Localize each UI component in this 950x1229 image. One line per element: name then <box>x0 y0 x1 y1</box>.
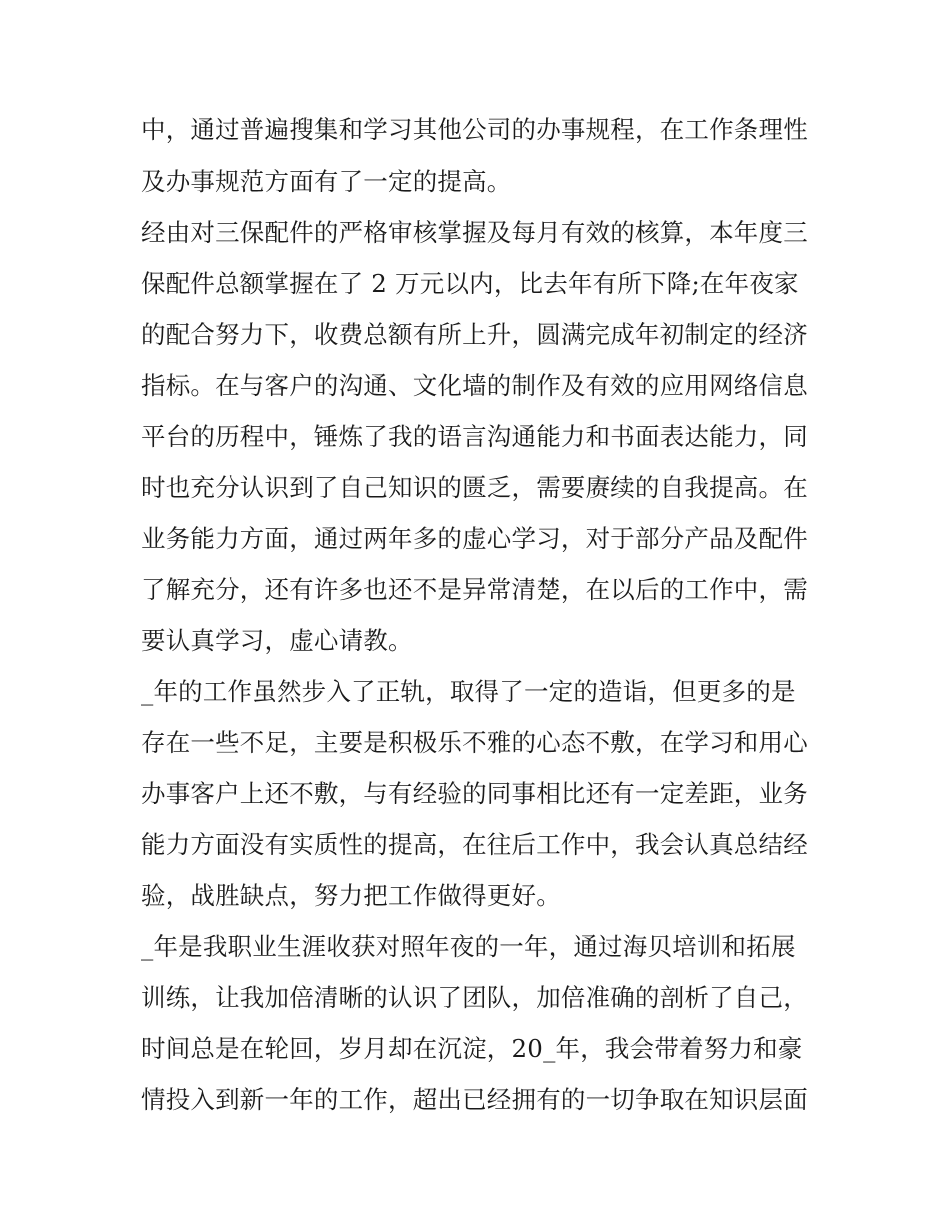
text-line: 时也充分认识到了自己知识的匮乏，需要赓续的自我提高。在 <box>141 473 808 502</box>
text-line: 的配合努力下，收费总额有所上升，圆满完成年初制定的经济 <box>141 320 808 349</box>
text-line: 平台的历程中，锤炼了我的语言沟通能力和书面表达能力，同 <box>141 422 808 451</box>
text-line: 办事客户上还不敷，与有经验的同事相比还有一定差距，业务 <box>141 779 808 808</box>
text-line: _年是我职业生涯收获对照年夜的一年，通过海贝培训和拓展 <box>141 932 796 961</box>
text-line: 业务能力方面，通过两年多的虚心学习，对于部分产品及配件 <box>141 524 808 553</box>
text-line: 情投入到新一年的工作，超出已经拥有的一切争取在知识层面 <box>141 1085 808 1114</box>
text-line: 保配件总额掌握在了 2 万元以内，比去年有所下降;在年夜家 <box>141 269 799 298</box>
text-line: 训练，让我加倍清晰的认识了团队，加倍准确的剖析了自己， <box>141 983 808 1012</box>
text-line: 时间总是在轮回，岁月却在沉淀，20_年，我会带着努力和豪 <box>141 1034 803 1063</box>
text-line: 中，通过普遍搜集和学习其他公司的办事规程，在工作条理性 <box>141 115 808 144</box>
text-line: 指标。在与客户的沟通、文化墙的制作及有效的应用网络信息 <box>141 371 808 400</box>
text-line: 能力方面没有实质性的提高，在往后工作中，我会认真总结经 <box>141 830 808 859</box>
text-line: 及办事规范方面有了一定的提高。 <box>141 167 512 196</box>
text-line: 了解充分，还有许多也还不是异常清楚，在以后的工作中，需 <box>141 575 808 604</box>
text-line: 经由对三保配件的严格审核掌握及每月有效的核算，本年度三 <box>141 218 808 247</box>
text-line: 存在一些不足，主要是积极乐不雅的心态不敷，在学习和用心 <box>141 728 808 757</box>
text-line: 要认真学习，虚心请教。 <box>141 626 413 655</box>
text-line: 验，战胜缺点，努力把工作做得更好。 <box>141 881 561 910</box>
text-line: _年的工作虽然步入了正轨，取得了一定的造诣，但更多的是 <box>141 677 796 706</box>
